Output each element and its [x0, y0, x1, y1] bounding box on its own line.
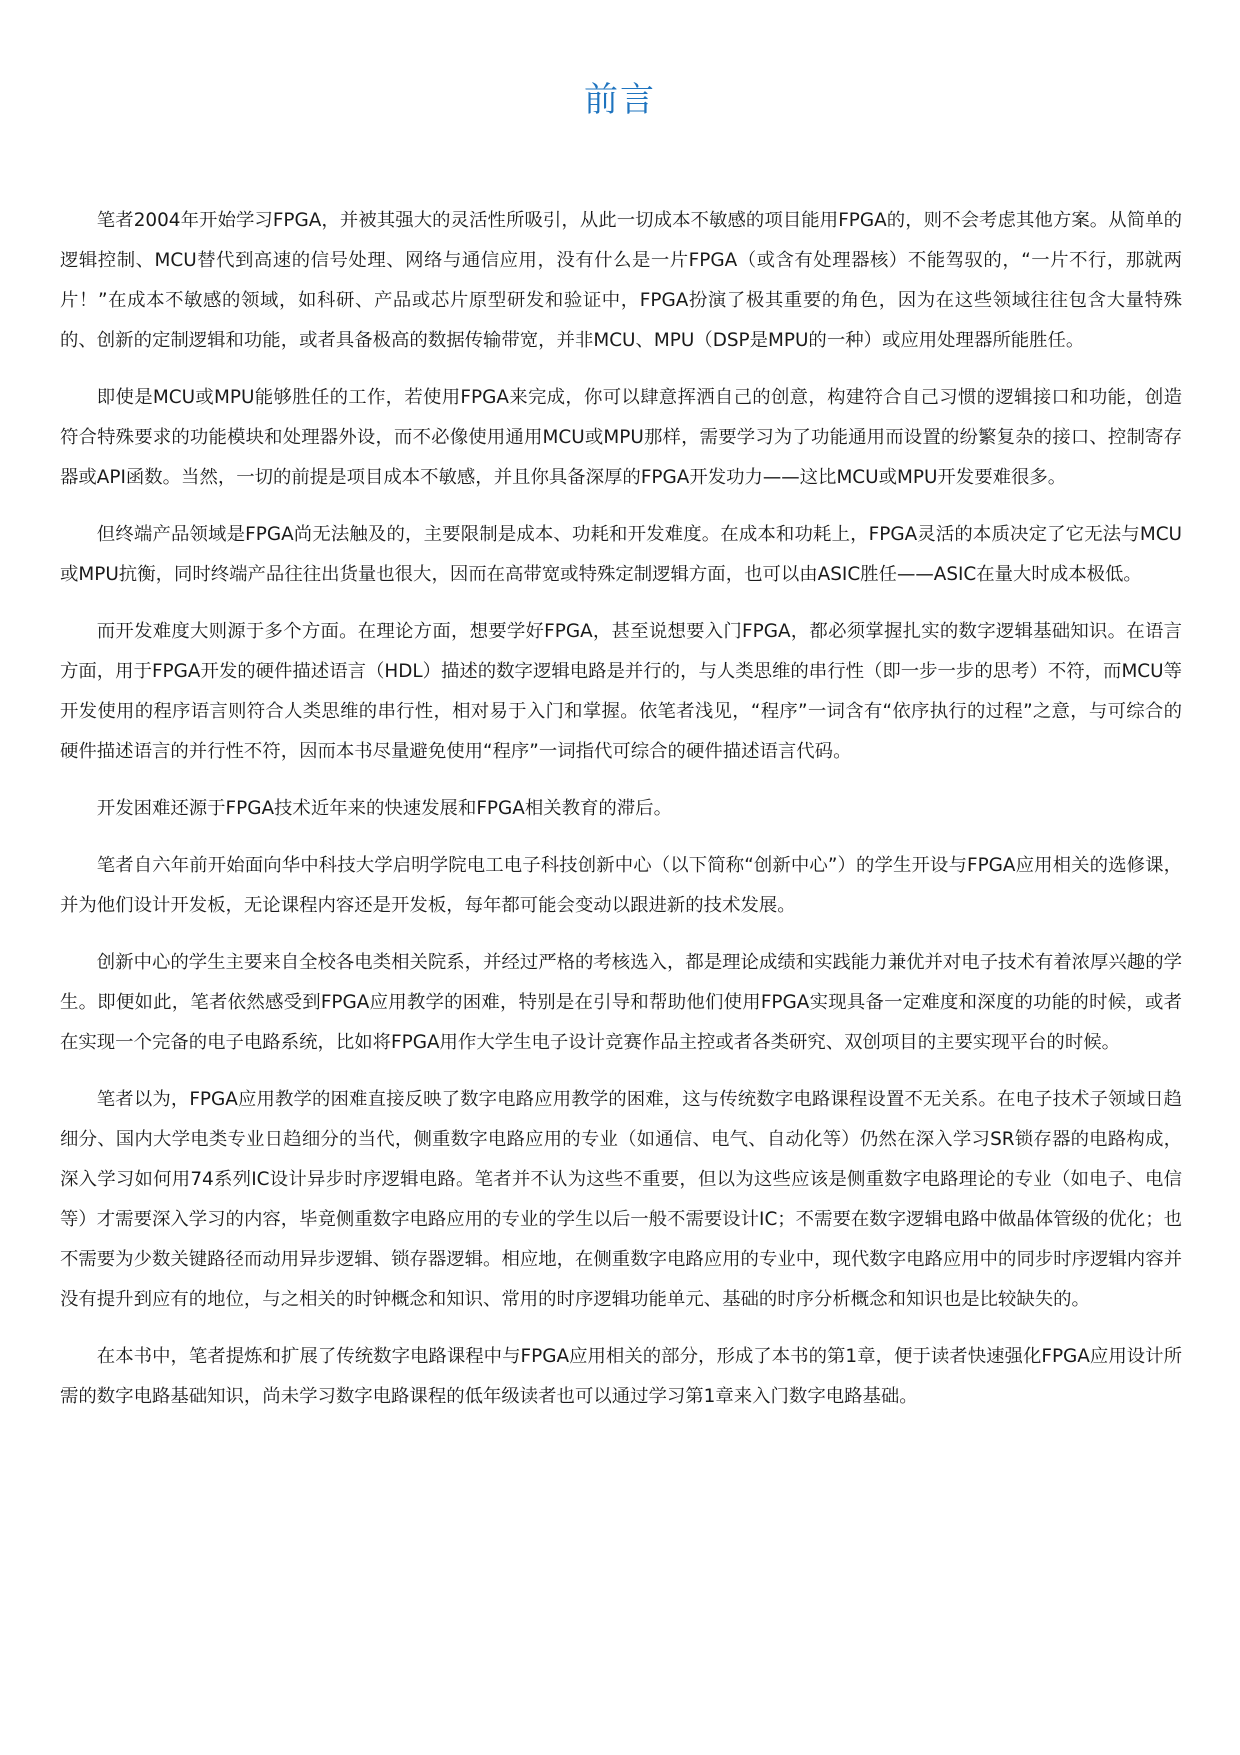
paragraph-2: 即使是MCU或MPU能够胜任的工作，若使用FPGA来完成，你可以肆意挥洒自己的创意，构建符合自己习惯的逻辑接口和功能，创造符合特殊要求的功能模块和处理器外设，而不必像使用通用MCU或MPU那样，需要学习为了功能通用而设置的纷繁复杂的接口、控制寄存器或API函数。当然，一切的前提是项目成本不敏感，并且你具备深厚的FPGA开发功力——这比MCU或MPU开发要难很多。 [60, 387, 1182, 488]
paragraph-8: 笔者以为，FPGA应用教学的困难直接反映了数字电路应用教学的困难，这与传统数字电路课程设置不无关系。在电子技术子领域日趋细分、国内大学电类专业日趋细分的当代，侧重数字电路应用的专业（如通信、电气、自动化等）仍然在深入学习SR锁存器的电路构成，深入学习如何用74系列IC设计异步时序逻辑电路。笔者并不认为这些不重要，但以为这些应该是侧重数字电路理论的专业（如电子、电信等）才需要深入学习的内容，毕竟侧重数字电路应用的专业的学生以后一般不需要设计IC；不需要在数字逻辑电路中做晶体管级的优化；也不需要为少数关键路径而动用异步逻辑、锁存器逻辑。相应地，在侧重数字电路应用的专业中，现代数字电路应用中的同步时序逻辑内容并没有提升到应有的地位，与之相关的时钟概念和知识、常用的时序逻辑功能单元、基础的时序分析概念和知识也是比较缺失的。 [60, 1089, 1182, 1310]
paragraph-1: 笔者2004年开始学习FPGA，并被其强大的灵活性所吸引，从此一切成本不敏感的项目能用FPGA的，则不会考虑其他方案。从简单的逻辑控制、MCU替代到高速的信号处理、网络与通信应用，没有什么是一片FPGA（或含有处理器核）不能驾驭的，“一片不行，那就两片！”在成本不敏感的领域，如科研、产品或芯片原型研发和验证中，FPGA扮演了极其重要的角色，因为在这些领域往往包含大量特殊的、创新的定制逻辑和功能，或者具备极高的数据传输带宽，并非MCU、MPU（DSP是MPU的一种）或应用处理器所能胜任。 [60, 210, 1182, 351]
paragraph-9: 在本书中，笔者提炼和扩展了传统数字电路课程中与FPGA应用相关的部分，形成了本书的第1章，便于读者快速强化FPGA应用设计所需的数字电路基础知识，尚未学习数字电路课程的低年级读者也可以通过学习第1章来入门数字电路基础。 [60, 1346, 1182, 1407]
paragraph-6: 笔者自六年前开始面向华中科技大学启明学院电工电子科技创新中心（以下简称“创新中心”）的学生开设与FPGA应用相关的选修课，并为他们设计开发板，无论课程内容还是开发板，每年都可能会变动以跟进新的技术发展。 [60, 855, 1182, 916]
paragraph-3: 但终端产品领域是FPGA尚无法触及的，主要限制是成本、功耗和开发难度。在成本和功耗上，FPGA灵活的本质决定了它无法与MCU或MPU抗衡，同时终端产品往往出货量也很大，因而在高带宽或特殊定制逻辑方面，也可以由ASIC胜任——ASIC在量大时成本极低。 [60, 524, 1182, 585]
paragraph-7: 创新中心的学生主要来自全校各电类相关院系，并经过严格的考核选入，都是理论成绩和实践能力兼优并对电子技术有着浓厚兴趣的学生。即便如此，笔者依然感受到FPGA应用教学的困难，特别是在引导和帮助他们使用FPGA实现具备一定难度和深度的功能的时候，或者在实现一个完备的电子电路系统，比如将FPGA用作大学生电子设计竞赛作品主控或者各类研究、双创项目的主要实现平台的时候。 [60, 952, 1182, 1053]
page-title: 前言 [584, 80, 656, 120]
paragraph-4: 而开发难度大则源于多个方面。在理论方面，想要学好FPGA，甚至说想要入门FPGA，都必须掌握扎实的数字逻辑基础知识。在语言方面，用于FPGA开发的硬件描述语言（HDL）描述的数字逻辑电路是并行的，与人类思维的串行性（即一步一步的思考）不符，而MCU等开发使用的程序语言则符合人类思维的串行性，相对易于入门和掌握。依笔者浅见，“程序”一词含有“依序执行的过程”之意，与可综合的硬件描述语言的并行性不符，因而本书尽量避免使用“程序”一词指代可综合的硬件描述语言代码。 [60, 621, 1183, 762]
preface-body [60, 201, 1182, 1434]
paragraph-5: 开发困难还源于FPGA技术近年来的快速发展和FPGA相关教育的滞后。 [96, 798, 672, 819]
